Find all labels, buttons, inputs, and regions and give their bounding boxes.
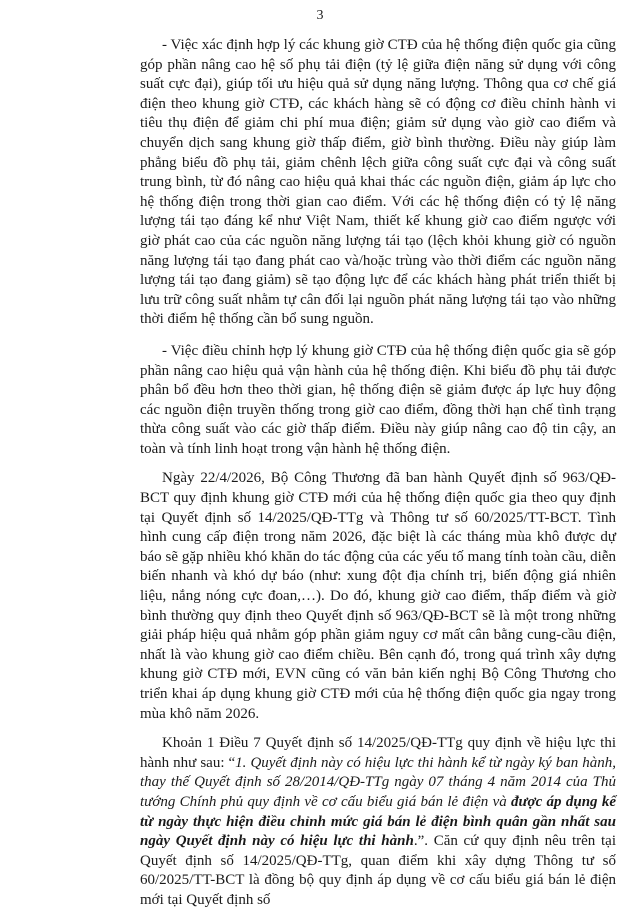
paragraph-effective-clause <box>140 734 616 910</box>
clause-quote-bold: được áp dụng kể từ ngày thực hiện điều chỉnh mức giá bán lẻ điện bình quân gần nhất sau ngày Quyết định này có hiệu lực thi hành <box>140 793 616 850</box>
clause-quote-close: .”. <box>413 833 434 850</box>
body-text <box>140 36 616 921</box>
clause-quote-italic: 1. Quyết định này có hiệu lực thi hành kể từ ngày ký ban hành, thay thế Quyết định số 28/2014/QĐ-TTg ngày 07 tháng 4 năm 2014 của Thủ tướng Chính phủ quy định về cơ cấu biểu giá bán lẻ điện và <box>140 754 617 810</box>
paragraph-decision-963: Ngày 22/4/2026, Bộ Công Thương đã ban hành Quyết định số 963/QĐ-BCT quy định khung giờ CTĐ mới của hệ thống điện quốc gia theo quy định tại Quyết định số 14/2025/QĐ-TTg và Thông tư số 60/2025/TT-BCT. Tình hình cung cấp điện trong năm 2026, đặc biệt là các tháng mùa khô được dự báo sẽ gặp nhiều khó khăn do tác động của các yếu tố mang tính toàn cầu, diễn biến nhanh và khó dự báo (như: xung đột địa chính trị, biến động giá nhiên liệu, nắng nóng cực đoan,…). Do đó, khung giờ cao điểm, thấp điểm và giờ bình thường quy định theo Quyết định số 963/QĐ-BCT sẽ là một trong những giải pháp hiệu quả nhằm góp phần giảm nguy cơ mất cân bằng cung-cầu điện, nhất là vào khung giờ cao điểm chiều. Bên cạnh đó, trong quá trình xây dựng khung giờ CTĐ mới, EVN cũng có văn bản kiến nghị Bộ Công Thương cho triển khai áp dụng khung giờ CTĐ mới của hệ thống điện quốc gia ngay trong mùa khô năm 2026. <box>140 470 616 722</box>
clause-rest: Căn cứ quy định nêu trên tại Quyết định số 14/2025/QĐ-TTg, quan điểm khi xây dựng Thông tư số 60/2025/TT-BCT là đồng bộ quy định áp dụng về cơ cấu biểu giá bán lẻ điện mới tại Quyết định số <box>140 833 616 908</box>
paragraph-operation-efficiency: - Việc điều chỉnh hợp lý khung giờ CTĐ của hệ thống điện quốc gia sẽ góp phần nâng cao hiệu quả vận hành của hệ thống điện. Khi biểu đồ phụ tải được phân bổ đều hơn theo thời gian, hệ thống điện sẽ giảm được áp lực huy động các nguồn điện truyền thống trong giờ cao điểm, đồng thời hạn chế tình trạng thừa công suất vào các giờ thấp điểm. Điều này giúp nâng cao độ tin cậy, an toàn và tính linh hoạt trong vận hành hệ thống điện. <box>140 342 616 457</box>
page-number: 3 <box>316 8 324 23</box>
paragraph-load-factor: - Việc xác định hợp lý các khung giờ CTĐ của hệ thống điện quốc gia cũng góp phần nâng cao hệ số phụ tải điện (tỷ lệ giữa điện năng sử dụng với công suất cực đại), giúp tối ưu hiệu quả sử dụng năng lượng. Thông qua cơ chế giá điện theo khung giờ CTĐ, các khách hàng sẽ có động cơ điều chỉnh hành vi tiêu thụ điện để giảm chi phí mua điện; giảm sử dụng vào giờ cao điểm và chuyển dịch sang khung giờ thấp điểm, giờ bình thường. Điều này giúp làm phẳng biểu đồ phụ tải, giảm chênh lệch giữa công suất cực đại và công suất trung bình, từ đó nâng cao hiệu quả khai thác các nguồn điện, giảm áp lực cho hệ thống điện trong thời gian cao điểm. Với các hệ thống điện có tỷ lệ năng lượng tái tạo đáng kể như Việt Nam, thiết kế khung giờ cao điểm ngược với giờ phát cao của các nguồn năng lượng tái tạo (lệch khỏi khung giờ có nguồn năng lượng tái tạo đang phát cao và/hoặc trùng vào thời điểm các nguồn năng lượng tái tạo đang giảm) sẽ tạo động lực để các khách hàng phát triển thiết bị lưu trữ công suất nhằm tự cân đối lại nguồn phát năng lượng tái tạo vào những thời điểm hệ thống cần bổ sung nguồn. <box>140 37 616 328</box>
clause-intro: Khoản 1 Điều 7 Quyết định số 14/2025/QĐ-TTg quy định về hiệu lực thi hành như sau: “ <box>140 735 616 771</box>
